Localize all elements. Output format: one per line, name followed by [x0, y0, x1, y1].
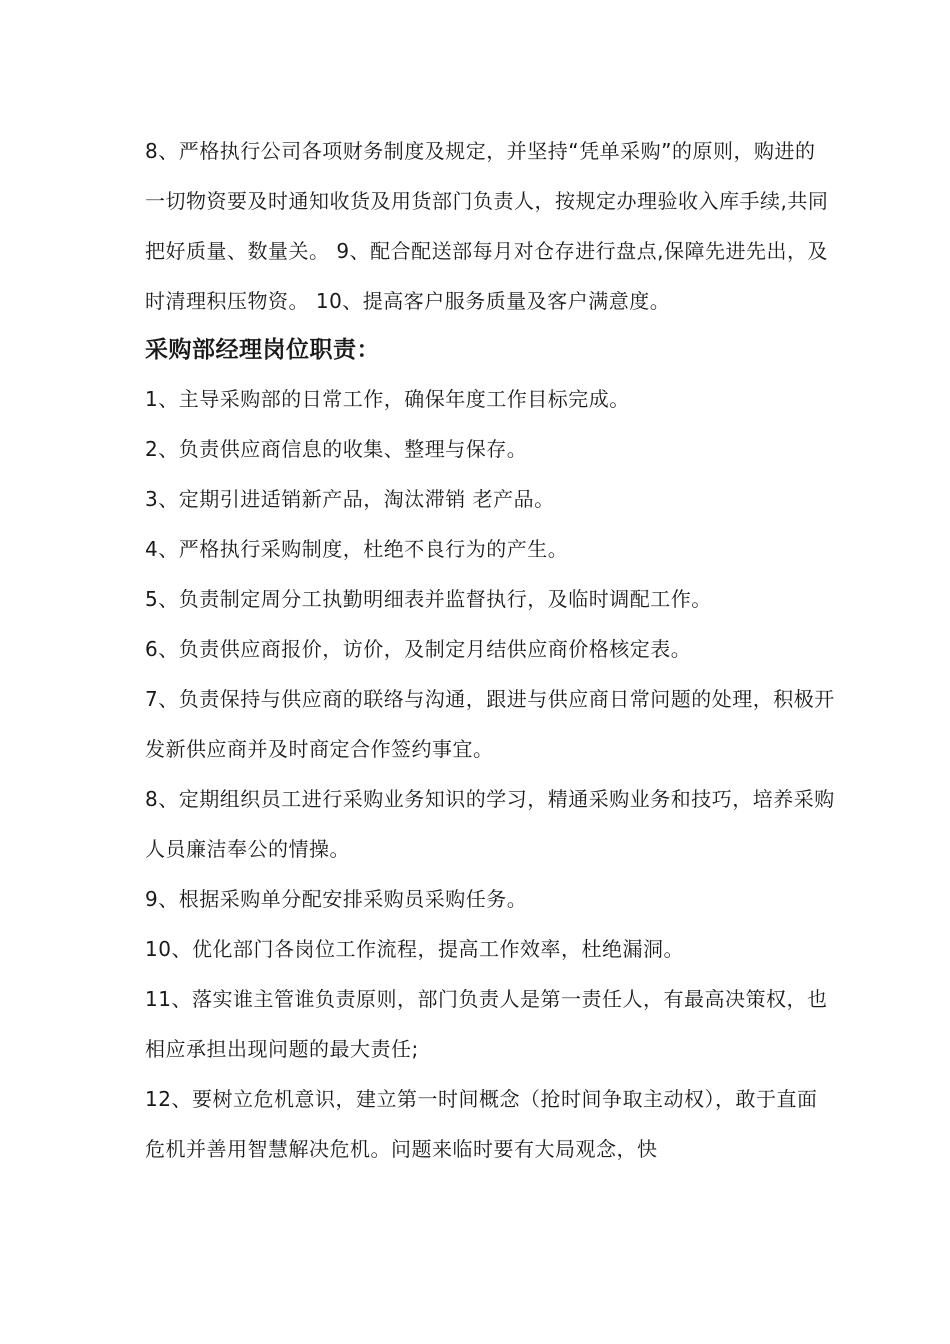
list-item: 3、定期引进适销新产品，淘汰滞销 老产品。: [145, 487, 555, 511]
list-item: 12、要树立危机意识，建立第一时间概念（抢时间争取主动权），敢于直面危机并善用智慧解决危机。问题来临时要有大局观念，快: [145, 1087, 818, 1161]
section-title: 采购部经理岗位职责：: [145, 337, 380, 363]
list-item: 6、负责供应商报价，访价，及制定月结供应商价格核定表。: [145, 637, 692, 661]
list-item: 5、负责制定周分工执勤明细表并监督执行，及临时调配工作。: [145, 587, 712, 611]
intro-paragraph: 8、严格执行公司各项财务制度及规定，并坚持“凭单采购”的原则，购进的一切物资要及时通知收货及用货部门负责人，按规定办理验收入库手续,共同把好质量、数量关。 9、配合配送部每月对仓存进行盘点,保障先进先出，及时清理积压物资。 10、提高客户服务质量及客户满意度。: [145, 139, 829, 313]
list-item: 11、落实谁主管谁负责原则，部门负责人是第一责任人，有最高决策权，也相应承担出现问题的最大责任;: [145, 987, 828, 1061]
list-item: 10、优化部门各岗位工作流程，提高工作效率，杜绝漏洞。: [145, 937, 684, 961]
list-item: 2、负责供应商信息的收集、整理与保存。: [145, 437, 528, 461]
list-item: 8、定期组织员工进行采购业务知识的学习，精通采购业务和技巧，培养采购人员廉洁奉公的情操。: [145, 787, 835, 861]
list-item: 7、负责保持与供应商的联络与沟通，跟进与供应商日常问题的处理，积极开发新供应商并及时商定合作签约事宜。: [145, 687, 835, 761]
document-body: [145, 126, 835, 1174]
list-item: 1、主导采购部的日常工作，确保年度工作目标完成。: [145, 387, 630, 411]
list-item: 4、严格执行采购制度，杜绝不良行为的产生。: [145, 537, 569, 561]
list-item: 9、根据采购单分配安排采购员采购任务。: [145, 887, 528, 911]
